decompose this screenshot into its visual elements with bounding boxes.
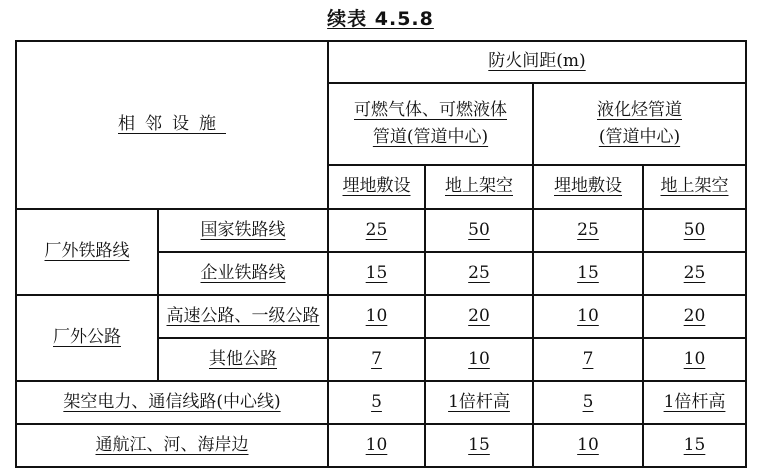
facility-name: 通航江、河、海岸边 (95, 434, 249, 455)
value-cell (533, 338, 643, 381)
distance-value: 5 (371, 391, 382, 412)
laying-method-header (533, 165, 643, 209)
pipe-group-line2: 管道(管道中心) (372, 127, 489, 147)
facility-header (16, 41, 328, 209)
value-cell (533, 209, 643, 252)
pipe-group-header-lpg (533, 83, 746, 165)
value-cell (643, 295, 746, 338)
facility-name-cell (158, 252, 328, 295)
table-row (16, 295, 746, 338)
value-cell (425, 209, 533, 252)
laying-method-header (425, 165, 533, 209)
laying-method-label: 地上架空 (445, 176, 513, 197)
distance-value: 10 (468, 348, 490, 369)
value-cell (425, 295, 533, 338)
value-cell (328, 424, 425, 467)
table-row (16, 381, 746, 424)
distance-value: 10 (365, 434, 388, 455)
category-cell (16, 209, 158, 295)
pipe-group-line1: 液化烃管道 (597, 99, 682, 120)
value-cell (533, 424, 643, 467)
distance-value: 5 (582, 391, 594, 412)
value-cell (533, 295, 643, 338)
value-cell (643, 209, 746, 252)
distance-value: 25 (577, 219, 599, 240)
laying-method-label: 埋地敷设 (554, 176, 622, 197)
distance-value: 7 (582, 348, 594, 369)
laying-method-label: 埋地敷设 (342, 176, 411, 197)
facility-name: 架空电力、通信线路(中心线) (63, 391, 281, 412)
distance-value: 25 (683, 262, 706, 283)
fire-spacing-table (15, 40, 747, 468)
value-cell (643, 252, 746, 295)
facility-name-cell (16, 424, 328, 467)
laying-method-header (643, 165, 746, 209)
value-cell (425, 381, 533, 424)
table-row (16, 424, 746, 467)
category-label: 厂外公路 (53, 327, 121, 348)
facility-name: 企业铁路线 (200, 262, 286, 283)
pipe-group-header-combustible (328, 83, 533, 165)
value-cell (533, 381, 643, 424)
value-cell (328, 209, 425, 252)
distance-value: 10 (365, 305, 388, 326)
value-cell (425, 252, 533, 295)
value-cell (643, 338, 746, 381)
distance-value: 15 (468, 434, 490, 455)
distance-value: 50 (468, 219, 490, 240)
value-cell (533, 252, 643, 295)
laying-method-header (328, 165, 425, 209)
facility-name-cell (158, 338, 328, 381)
value-cell (643, 424, 746, 467)
distance-value: 7 (371, 348, 382, 369)
category-label: 厂外铁路线 (44, 241, 130, 262)
table-row (16, 209, 746, 252)
distance-value: 15 (577, 262, 599, 283)
header-row-1 (16, 41, 746, 83)
category-cell (16, 295, 158, 381)
value-cell (328, 338, 425, 381)
spacing-group-header (328, 41, 746, 83)
value-cell (328, 252, 425, 295)
distance-value: 50 (683, 219, 706, 240)
laying-method-label: 地上架空 (660, 176, 729, 197)
distance-value: 20 (468, 305, 490, 326)
pipe-group-line2: (管道中心) (598, 127, 681, 147)
distance-value: 20 (683, 305, 706, 326)
distance-value: 1倍杆高 (448, 391, 510, 412)
facility-name: 国家铁路线 (200, 219, 286, 240)
pipe-group-line1: 可燃气体、可燃液体 (354, 99, 507, 120)
facility-name-cell (158, 209, 328, 252)
distance-value: 10 (577, 434, 599, 455)
distance-value: 25 (468, 262, 490, 283)
facility-name: 其他公路 (209, 348, 277, 369)
distance-value: 15 (683, 434, 706, 455)
value-cell (328, 381, 425, 424)
distance-value: 15 (365, 262, 388, 283)
spacing-group-label: 防火间距(m) (488, 51, 586, 72)
facility-header-label: 相邻设施 (118, 114, 226, 135)
table-caption: 续表 4.5.8 (327, 8, 434, 30)
distance-value: 1倍杆高 (663, 391, 726, 412)
distance-value: 10 (683, 348, 706, 369)
distance-value: 25 (365, 219, 388, 240)
value-cell (425, 338, 533, 381)
facility-name-cell (158, 295, 328, 338)
facility-name-cell (16, 381, 328, 424)
value-cell (328, 295, 425, 338)
value-cell (425, 424, 533, 467)
distance-value: 10 (577, 305, 599, 326)
value-cell (643, 381, 746, 424)
facility-name: 高速公路、一级公路 (166, 305, 320, 326)
